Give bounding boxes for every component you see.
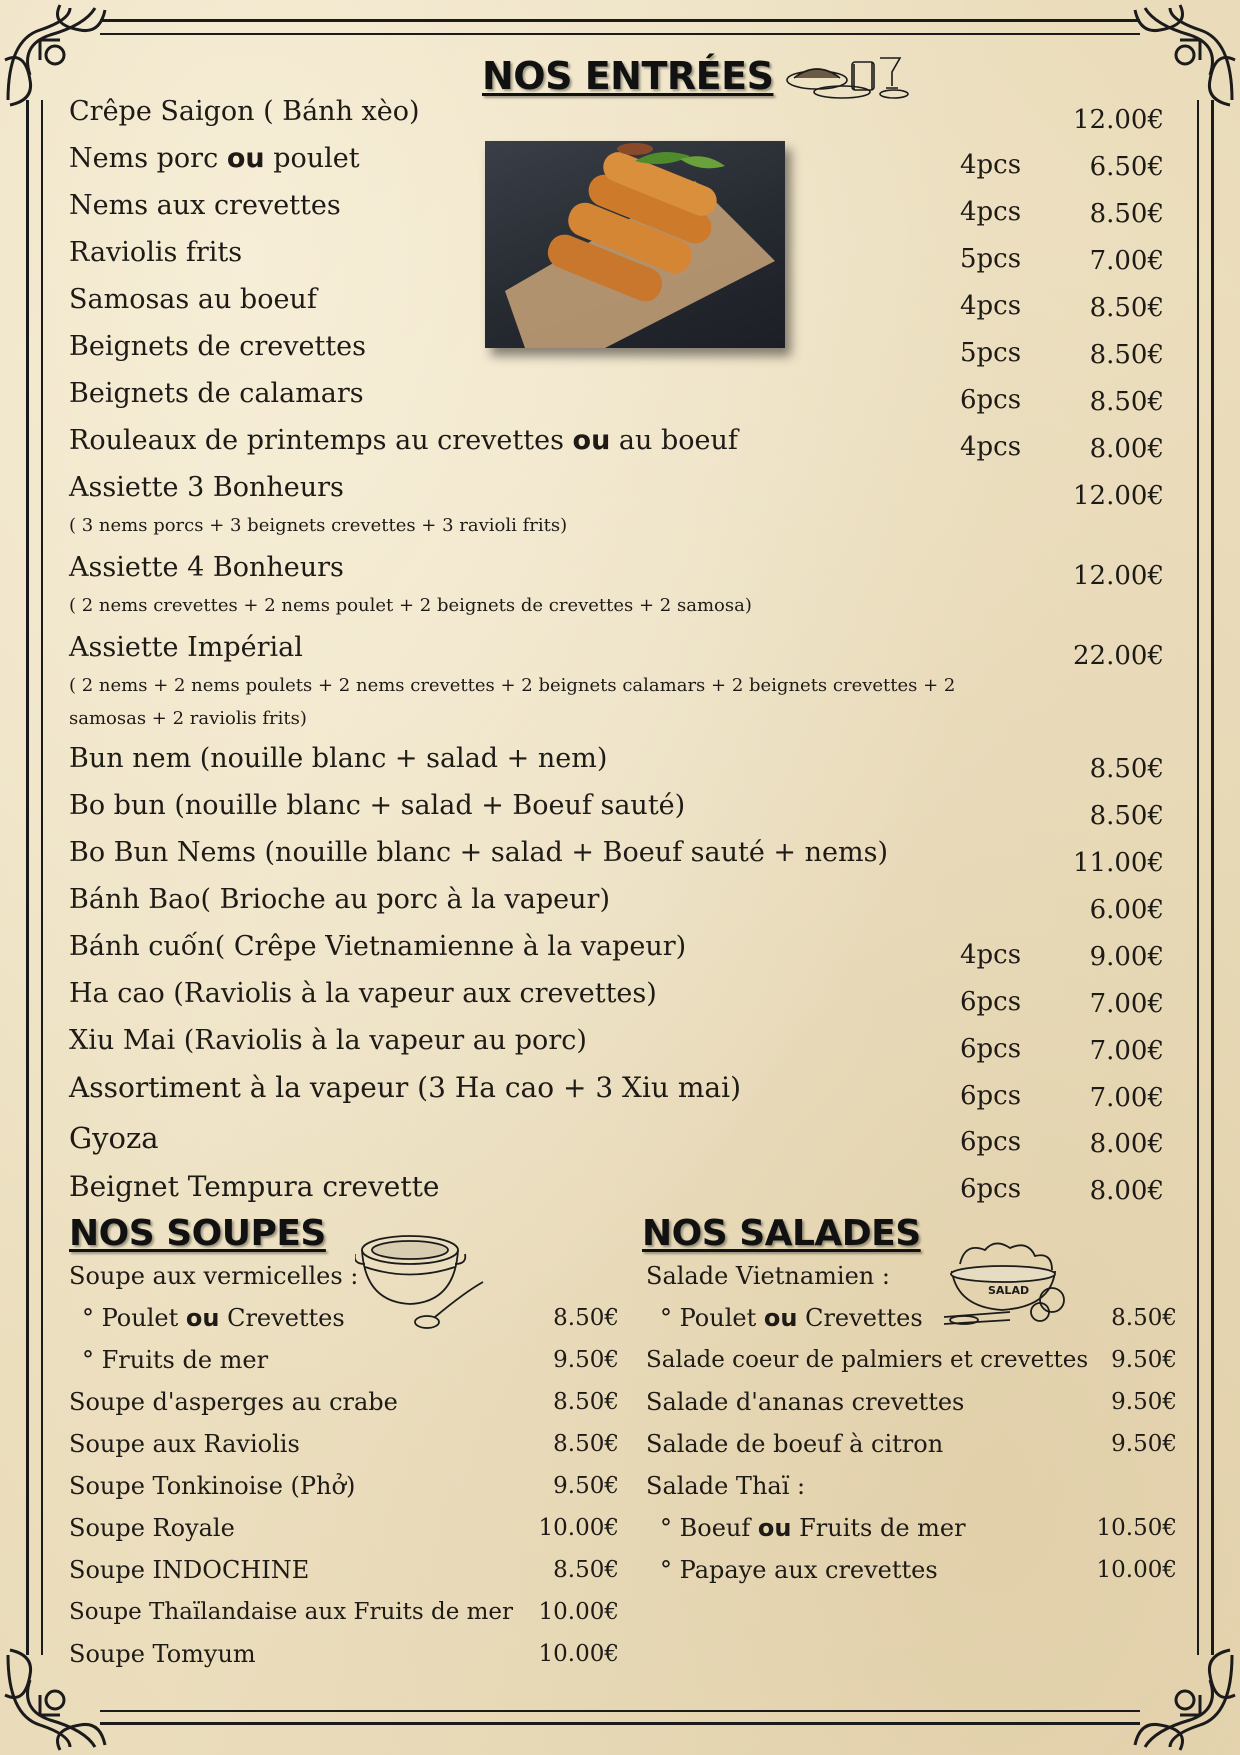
item-name: Samosas au boeuf (69, 284, 317, 315)
item-name: Soupe Thaïlandaise aux Fruits de mer (69, 1599, 514, 1625)
item-quantity: 4pcs (960, 197, 1022, 227)
item-quantity: 4pcs (960, 432, 1022, 462)
item-quantity: 5pcs (960, 244, 1022, 274)
item-quantity: 6pcs (960, 987, 1022, 1017)
item-name (69, 425, 738, 457)
item-name: Ha cao (Raviolis à la vapeur aux crevettes) (69, 978, 657, 1009)
item-name: Soupe aux vermicelles : (69, 1262, 359, 1290)
section-title-salades: NOS SALADES (642, 1213, 921, 1254)
item-price: 8.50€ (1089, 754, 1164, 784)
item-price: 8.50€ (553, 1431, 619, 1457)
item-price: 12.00€ (1073, 105, 1164, 135)
item-description: ( 3 nems porcs + 3 beignets crevettes + 3 ravioli frits) (69, 515, 568, 536)
item-name-part: Crevettes (227, 1304, 345, 1332)
item-name: ° Papaye aux crevettes (660, 1556, 938, 1584)
item-name: Salade Thaï : (646, 1472, 806, 1500)
item-name-part: au boeuf (618, 425, 738, 456)
item-name-part: Fruits de mer (799, 1514, 966, 1542)
item-description: ( 2 nems + 2 nems poulets + 2 nems crevettes + 2 beignets calamars + 2 beignets crevettes + 2 (69, 675, 956, 696)
item-name: Assortiment à la vapeur (3 Ha cao + 3 Xiu mai) (69, 1071, 741, 1104)
connector-word: ou (763, 1304, 798, 1332)
item-name-part: Rouleaux de printemps au crevettes (69, 425, 564, 456)
item-price: 8.50€ (1089, 199, 1164, 229)
section-title-entrees: NOS ENTRÉES (482, 54, 774, 98)
item-price: 8.00€ (1089, 1176, 1164, 1206)
dishes-illustration-icon (782, 50, 912, 102)
item-quantity: 4pcs (960, 940, 1022, 970)
item-name: Soupe Tomyum (69, 1640, 256, 1668)
item-name: Bánh Bao( Brioche au porc à la vapeur) (69, 884, 610, 915)
item-name: Soupe d'asperges au crabe (69, 1388, 398, 1416)
item-quantity: 4pcs (960, 150, 1022, 180)
item-price: 9.50€ (1111, 1431, 1177, 1457)
item-name: Bo Bun Nems (nouille blanc + salad + Boeuf sauté + nems) (69, 837, 888, 868)
item-price: 8.50€ (1089, 293, 1164, 323)
item-quantity: 4pcs (960, 291, 1022, 321)
item-price: 7.00€ (1089, 1083, 1164, 1113)
item-price: 10.00€ (538, 1641, 619, 1667)
item-price: 9.50€ (553, 1473, 619, 1499)
item-name: Assiette 4 Bonheurs (69, 552, 344, 583)
item-name: ° Fruits de mer (82, 1346, 269, 1374)
item-name: Salade coeur de palmiers et crevettes (646, 1347, 1089, 1373)
item-price: 8.00€ (1089, 434, 1164, 464)
item-price: 7.00€ (1089, 1036, 1164, 1066)
item-price: 7.00€ (1089, 989, 1164, 1019)
item-name: Beignet Tempura crevette (69, 1170, 440, 1203)
corner-ornament-top-left (0, 0, 110, 110)
item-name-part: Nems porc (69, 143, 219, 174)
item-price: 8.50€ (553, 1305, 619, 1331)
item-price: 9.50€ (1111, 1389, 1177, 1415)
item-name: Soupe Royale (69, 1514, 235, 1542)
item-name-part: ° Poulet (660, 1304, 757, 1332)
item-price: 22.00€ (1073, 641, 1164, 671)
connector-word: ou (185, 1304, 220, 1332)
item-name: Soupe Tonkinoise (Phở) (69, 1472, 356, 1500)
soup-bowl-icon (355, 1222, 490, 1332)
connector-word: ou (757, 1514, 792, 1542)
item-name: Salade d'ananas crevettes (646, 1388, 965, 1416)
frame-right-outer-line (1211, 100, 1214, 1655)
item-name: Salade de boeuf à citron (646, 1430, 944, 1458)
item-name: Bun nem (nouille blanc + salad + nem) (69, 743, 608, 774)
item-name (660, 1513, 966, 1543)
item-price: 6.50€ (1089, 152, 1164, 182)
item-price: 10.00€ (538, 1515, 619, 1541)
item-name: Salade Vietnamien : (646, 1262, 890, 1290)
item-price: 11.00€ (1073, 848, 1164, 878)
corner-ornament-bottom-right (1130, 1645, 1240, 1755)
item-name-part: poulet (273, 143, 360, 174)
spring-rolls-photo (485, 141, 785, 348)
frame-left-outer-line (26, 100, 29, 1655)
item-name: Soupe INDOCHINE (69, 1556, 310, 1584)
item-name: Assiette 3 Bonheurs (69, 472, 344, 503)
item-name (69, 143, 360, 175)
item-price: 9.00€ (1089, 942, 1164, 972)
item-price: 9.50€ (553, 1347, 619, 1373)
corner-ornament-top-right (1130, 0, 1240, 110)
item-quantity: 5pcs (960, 338, 1022, 368)
item-name: Soupe aux Raviolis (69, 1430, 300, 1458)
item-name: Xiu Mai (Raviolis à la vapeur au porc) (69, 1025, 587, 1056)
item-name: Beignets de calamars (69, 378, 364, 409)
frame-bottom-outer-line (100, 1722, 1140, 1725)
salad-bowl-icon (940, 1242, 1070, 1332)
item-quantity: 6pcs (960, 1034, 1022, 1064)
item-price: 8.50€ (553, 1389, 619, 1415)
frame-top-inner-line (100, 33, 1140, 35)
item-description: ( 2 nems crevettes + 2 nems poulet + 2 beignets de crevettes + 2 samosa) (69, 595, 752, 616)
item-name-part: ° Boeuf (660, 1514, 751, 1542)
item-name: Raviolis frits (69, 237, 243, 268)
item-description-line2: samosas + 2 raviolis frits) (69, 708, 307, 729)
item-price: 7.00€ (1089, 246, 1164, 276)
item-name-part: Crevettes (805, 1304, 923, 1332)
connector-word: ou (572, 425, 611, 456)
connector-word: ou (226, 143, 265, 174)
item-name: Gyoza (69, 1121, 159, 1155)
item-quantity: 6pcs (960, 1081, 1022, 1111)
item-quantity: 6pcs (960, 1127, 1022, 1157)
frame-bottom-inner-line (100, 1710, 1140, 1712)
item-name (660, 1303, 923, 1333)
item-name: Crêpe Saigon ( Bánh xèo) (69, 96, 420, 127)
item-price: 8.50€ (1089, 387, 1164, 417)
item-price: 9.50€ (1111, 1347, 1177, 1373)
frame-right-inner-line (1197, 100, 1199, 1655)
item-price: 10.00€ (1096, 1557, 1177, 1583)
item-quantity: 6pcs (960, 385, 1022, 415)
item-price: 8.50€ (553, 1557, 619, 1583)
item-price: 8.50€ (1089, 340, 1164, 370)
frame-top-outer-line (100, 19, 1140, 22)
item-price: 10.00€ (538, 1599, 619, 1625)
item-name: Nems aux crevettes (69, 190, 341, 221)
item-quantity: 6pcs (960, 1174, 1022, 1204)
item-name-part: ° Poulet (82, 1304, 179, 1332)
item-price: 10.50€ (1096, 1515, 1177, 1541)
section-title-soupes: NOS SOUPES (69, 1213, 326, 1254)
item-price: 12.00€ (1073, 481, 1164, 511)
item-name (82, 1303, 345, 1333)
salad-bowl-label: SALAD (988, 1284, 1030, 1297)
item-name: Assiette Impérial (69, 632, 303, 663)
item-price: 8.00€ (1089, 1129, 1164, 1159)
item-name: Bánh cuốn( Crêpe Vietnamienne à la vapeur) (69, 931, 687, 962)
item-price: 8.50€ (1111, 1305, 1177, 1331)
item-price: 6.00€ (1089, 895, 1164, 925)
item-name: Beignets de crevettes (69, 331, 367, 362)
item-name: Bo bun (nouille blanc + salad + Boeuf sauté) (69, 790, 686, 821)
item-price: 8.50€ (1089, 801, 1164, 831)
item-price: 12.00€ (1073, 561, 1164, 591)
frame-left-inner-line (41, 100, 43, 1655)
